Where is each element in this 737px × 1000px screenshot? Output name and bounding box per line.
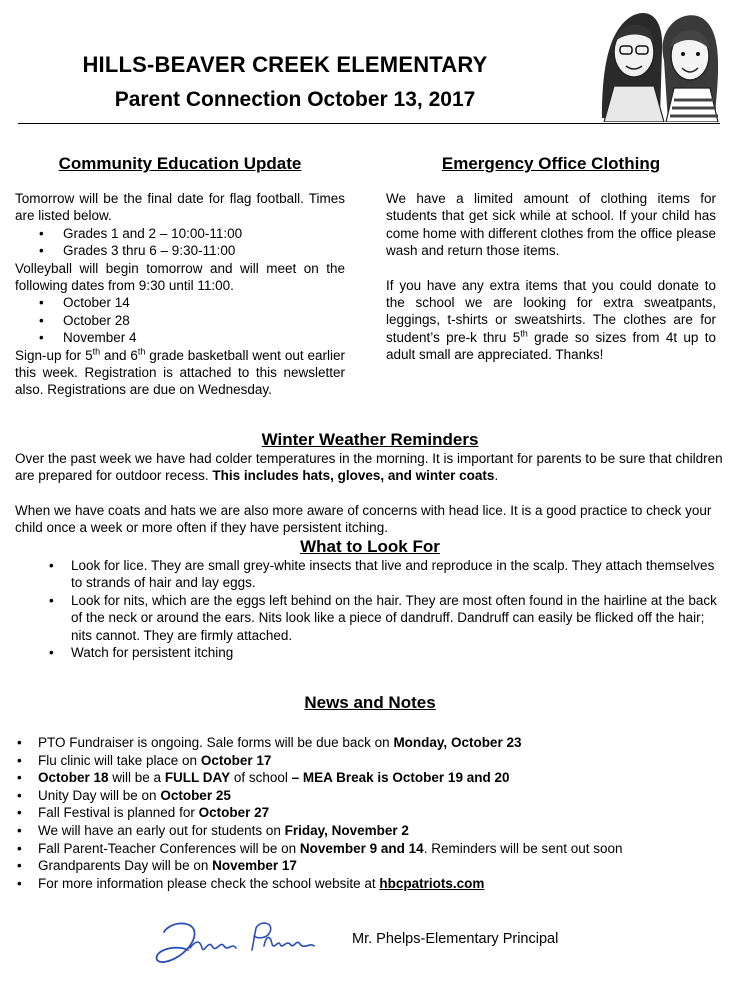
emergency-clothing-section <box>386 154 716 364</box>
list-item: • Grades 1 and 2 – 10:00-11:00 <box>15 225 345 242</box>
flag-football-times <box>15 225 345 260</box>
list-item: • Flu clinic will take place on October 17 <box>15 752 725 770</box>
clothing-paragraph-2: If you have any extra items that you could donate to the school we are looking for extra sweatpants, leggings, t-shirts or sweatshirts. The clothes are for student’s pre-k thru 5th grade so sizes from 4t up to adult small are appreciated. Thanks! <box>386 277 716 363</box>
news-list-container <box>15 734 725 892</box>
list-item: • Fall Parent-Teacher Conferences will be on November 9 and 14. Reminders will be sent out soon <box>15 840 725 858</box>
list-item: • Unity Day will be on October 25 <box>15 787 725 805</box>
community-education-heading: Community Education Update <box>58 154 302 173</box>
volleyball-dates <box>15 294 345 346</box>
community-education-section <box>15 154 345 399</box>
list-item: • Watch for persistent itching <box>15 644 725 661</box>
what-to-look-for-section <box>15 537 725 661</box>
list-item: • Fall Festival is planned for October 27 <box>15 804 725 822</box>
list-item: • For more information please check the school website at hbcpatriots.com <box>15 875 725 893</box>
clothing-paragraph-1: We have a limited amount of clothing items for students that get sick while at school. If your child has come home with different clothes from the office please wash and return those items. <box>386 191 716 259</box>
principal-signature <box>150 910 340 972</box>
basketball-text: Sign-up for 5th and 6th grade basketball went out earlier this week. Registration is attached to this newsletter also. Registrations are due on Wednesday. <box>15 346 345 398</box>
list-item: • October 14 <box>15 294 345 311</box>
students-photo <box>594 0 722 122</box>
winter-weather-section <box>15 430 725 537</box>
winter-paragraph-1: Over the past week we have had colder temperatures in the morning. It is important for parents to be sure that children are prepared for outdoor recess. This includes hats, gloves, and winter coats. <box>15 451 723 484</box>
list-item: • Look for nits, which are the eggs left behind on the hair. They are most often found in the hairline at the back of the neck or around the ears. Nits look like a piece of dandruff. Dandruff can easily be flicked off the hair; nits cannot. They are firmly attached. <box>15 592 725 644</box>
what-to-look-for-heading: What to Look For <box>300 537 440 556</box>
flag-football-text: Tomorrow will be the final date for flag football. Times are listed below. <box>15 191 345 224</box>
list-item: • PTO Fundraiser is ongoing. Sale forms will be due back on Monday, October 23 <box>15 734 725 752</box>
header-divider <box>18 123 720 124</box>
winter-weather-heading: Winter Weather Reminders <box>261 430 479 449</box>
list-item: • Grandparents Day will be on November 17 <box>15 857 725 875</box>
list-item: • We will have an early out for students on Friday, November 2 <box>15 822 725 840</box>
lice-checklist <box>15 557 725 661</box>
list-item: • October 28 <box>15 312 345 329</box>
school-name: HILLS-BEAVER CREEK ELEMENTARY <box>82 52 488 77</box>
news-and-notes-section <box>15 693 725 713</box>
principal-name: Mr. Phelps-Elementary Principal <box>352 931 559 947</box>
emergency-clothing-heading: Emergency Office Clothing <box>441 154 661 173</box>
school-website-link[interactable]: hbcpatriots.com <box>379 875 485 891</box>
news-and-notes-heading: News and Notes <box>304 693 436 712</box>
newsletter-title: Parent Connection October 13, 2017 <box>114 88 476 111</box>
news-list <box>15 734 725 892</box>
list-item: • October 18 will be a FULL DAY of school – MEA Break is October 19 and 20 <box>15 769 725 787</box>
volleyball-text: Volleyball will begin tomorrow and will meet on the following dates from 9:30 until 11:00. <box>15 260 345 294</box>
winter-paragraph-2: When we have coats and hats we are also more aware of concerns with head lice. It is a good practice to check your child once a week or more often if they have persistent itching. <box>15 502 712 536</box>
list-item: • Look for lice. They are small grey-white insects that live and reproduce in the scalp. They attach themselves to strands of hair and lay eggs. <box>15 557 725 592</box>
list-item: • November 4 <box>15 329 345 346</box>
list-item: • Grades 3 thru 6 – 9:30-11:00 <box>15 242 345 259</box>
